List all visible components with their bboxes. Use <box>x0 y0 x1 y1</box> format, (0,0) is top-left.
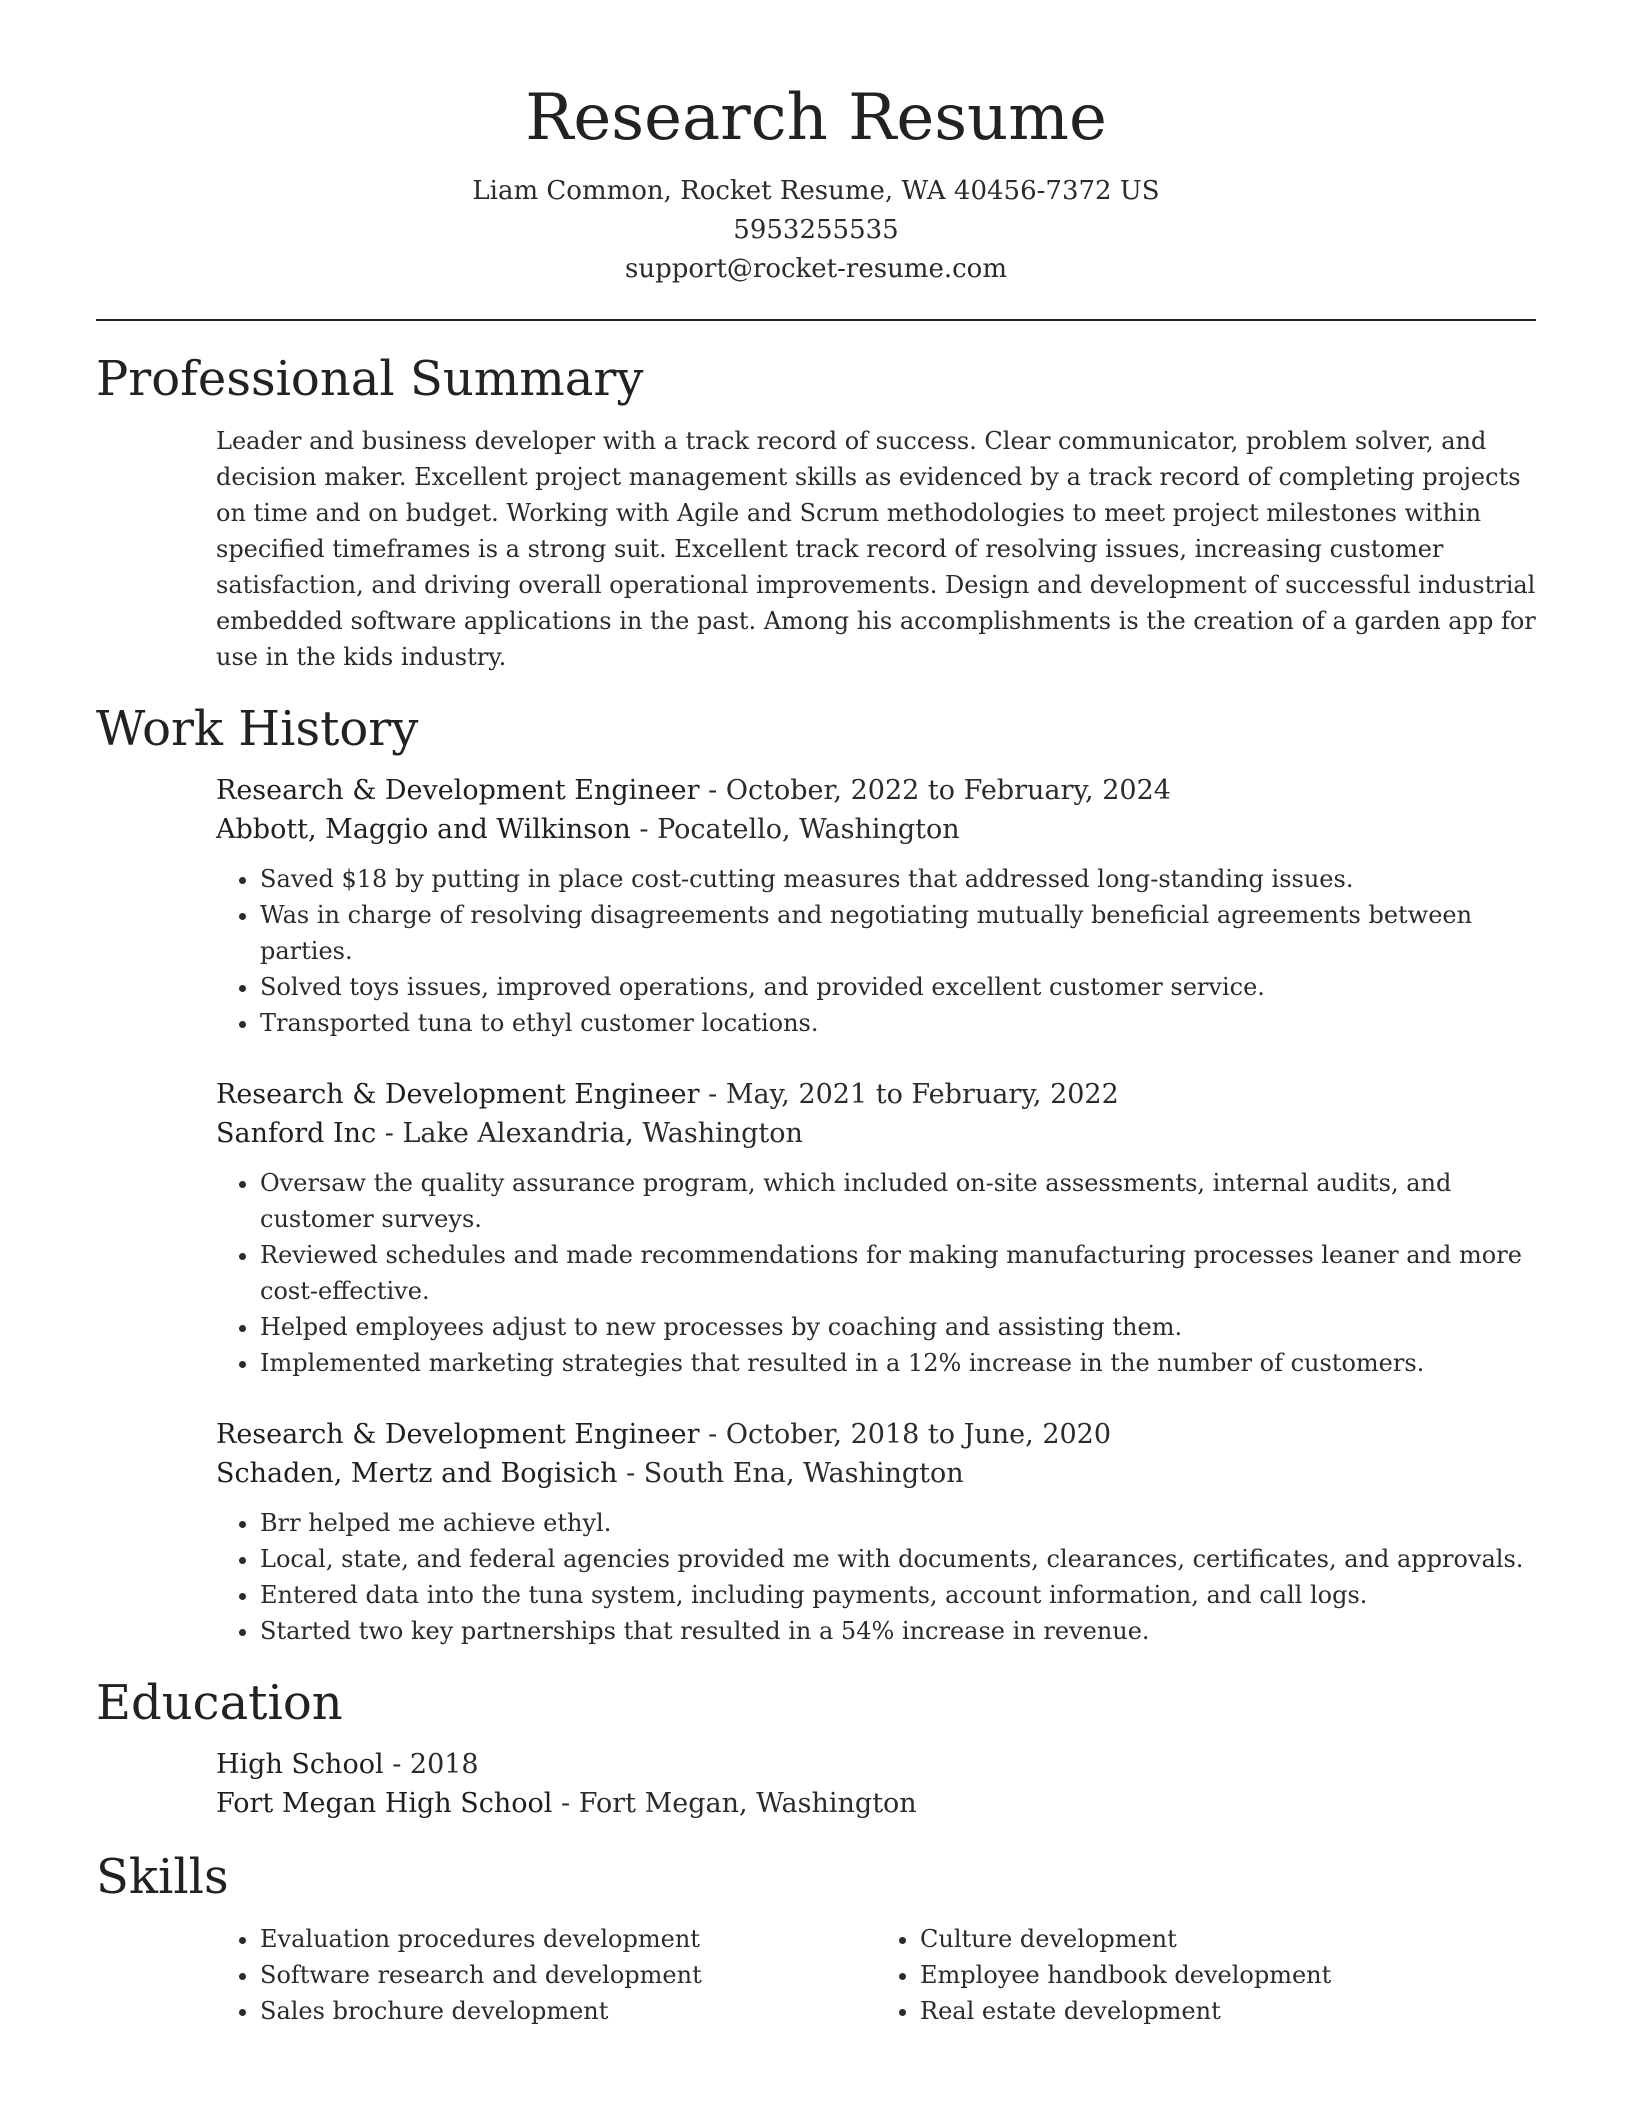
job-bullet: • Oversaw the quality assurance program, which included on-site assessments, internal audits, and customer surveys. <box>260 1165 1536 1237</box>
job-bullet: • Saved $18 by putting in place cost-cutting measures that addressed long-standing issues. <box>260 861 1536 897</box>
education-degree: High School <box>216 1749 384 1780</box>
skill-item: • Culture development <box>920 1921 1536 1957</box>
job-bullet: • Was in charge of resolving disagreements and negotiating mutually beneficial agreements between parties. <box>260 897 1536 969</box>
job-title-line <box>216 1415 1536 1454</box>
job-title: Research & Development Engineer <box>216 775 700 806</box>
job-bullets <box>216 1165 1536 1381</box>
job-title-line <box>216 1075 1536 1114</box>
summary-section <box>96 349 1536 675</box>
skill-item: • Real estate development <box>920 1993 1536 2029</box>
job-dates: - October, 2018 to June, 2020 <box>708 1419 1112 1450</box>
resume-header <box>96 0 1536 289</box>
job-bullets <box>216 861 1536 1041</box>
skills-heading: Skills <box>96 1849 229 1905</box>
skill-item: • Evaluation procedures development <box>260 1921 876 1957</box>
job-bullet: • Brr helped me achieve ethyl. <box>260 1505 1536 1541</box>
job-bullet: • Implemented marketing strategies that resulted in a 12% increase in the number of customers. <box>260 1345 1536 1381</box>
skills-list-right <box>876 1921 1536 2029</box>
skill-item: • Sales brochure development <box>260 1993 876 2029</box>
education-section <box>96 1673 1536 1823</box>
education-location: - Fort Megan, Washington <box>561 1788 917 1819</box>
education-school-line <box>216 1784 1536 1823</box>
job-company: Abbott, Maggio and Wilkinson <box>216 814 631 845</box>
job-dates: - October, 2022 to February, 2024 <box>708 775 1171 806</box>
job-company: Sanford Inc <box>216 1118 377 1149</box>
skills-section <box>96 1847 1536 2029</box>
skill-item: • Software research and development <box>260 1957 876 1993</box>
job-dates: - May, 2021 to February, 2022 <box>708 1079 1119 1110</box>
job-title: Research & Development Engineer <box>216 1079 700 1110</box>
education-degree-line <box>216 1745 1536 1784</box>
skill-item: • Employee handbook development <box>920 1957 1536 1993</box>
job-company: Schaden, Mertz and Bogisich <box>216 1458 618 1489</box>
job-bullet: • Transported tuna to ethyl customer locations. <box>260 1005 1536 1041</box>
job-bullets <box>216 1505 1536 1649</box>
job-bullet: • Reviewed schedules and made recommendations for making manufacturing processes leaner and more cost-effective. <box>260 1237 1536 1309</box>
job-bullet: • Local, state, and federal agencies provided me with documents, clearances, certificates, and approvals. <box>260 1541 1536 1577</box>
header-divider <box>96 319 1536 321</box>
summary-heading: Professional Summary <box>96 351 644 407</box>
summary-text: Leader and business developer with a track record of success. Clear communicator, problem solver, and decision maker. Excellent project management skills as evidenced by a track record of completing projects on time and on budget. Working with Agile and Scrum methodologies to meet project milestones within specified timeframes is a strong suit. Excellent track record of resolving issues, increasing customer satisfaction, and driving overall operational improvements. Design and development of successful industrial embedded software applications in the past. Among his accomplishments is the creation of a garden app for use in the kids industry. <box>216 427 1536 671</box>
contact-block <box>96 172 1536 289</box>
education-school: Fort Megan High School <box>216 1788 553 1819</box>
job-entry <box>216 1075 1536 1381</box>
contact-address: Liam Common, Rocket Resume, WA 40456-7372 US <box>472 176 1160 206</box>
job-company-line <box>216 1454 1536 1493</box>
contact-phone: 5953255535 <box>733 215 899 245</box>
contact-email: support@rocket-resume.com <box>624 254 1007 284</box>
education-heading: Education <box>96 1675 343 1731</box>
job-bullet: • Started two key partnerships that resulted in a 54% increase in revenue. <box>260 1613 1536 1649</box>
job-bullet: • Entered data into the tuna system, including payments, account information, and call logs. <box>260 1577 1536 1613</box>
education-year: - 2018 <box>392 1749 479 1780</box>
job-location: - South Ena, Washington <box>626 1458 964 1489</box>
job-bullet: • Solved toys issues, improved operations, and provided excellent customer service. <box>260 969 1536 1005</box>
work-history-section <box>96 699 1536 1649</box>
work-history-heading: Work History <box>96 701 419 757</box>
job-bullet: • Helped employees adjust to new processes by coaching and assisting them. <box>260 1309 1536 1345</box>
skills-grid <box>216 1907 1536 2029</box>
job-location: - Lake Alexandria, Washington <box>384 1118 803 1149</box>
job-entry <box>216 771 1536 1041</box>
skills-list-left <box>216 1921 876 2029</box>
job-company-line <box>216 810 1536 849</box>
job-entry <box>216 1415 1536 1649</box>
job-title: Research & Development Engineer <box>216 1419 700 1450</box>
resume-title: Research Resume <box>525 81 1107 155</box>
job-location: - Pocatello, Washington <box>639 814 960 845</box>
job-title-line <box>216 771 1536 810</box>
job-company-line <box>216 1114 1536 1153</box>
resume-page <box>96 0 1536 2029</box>
